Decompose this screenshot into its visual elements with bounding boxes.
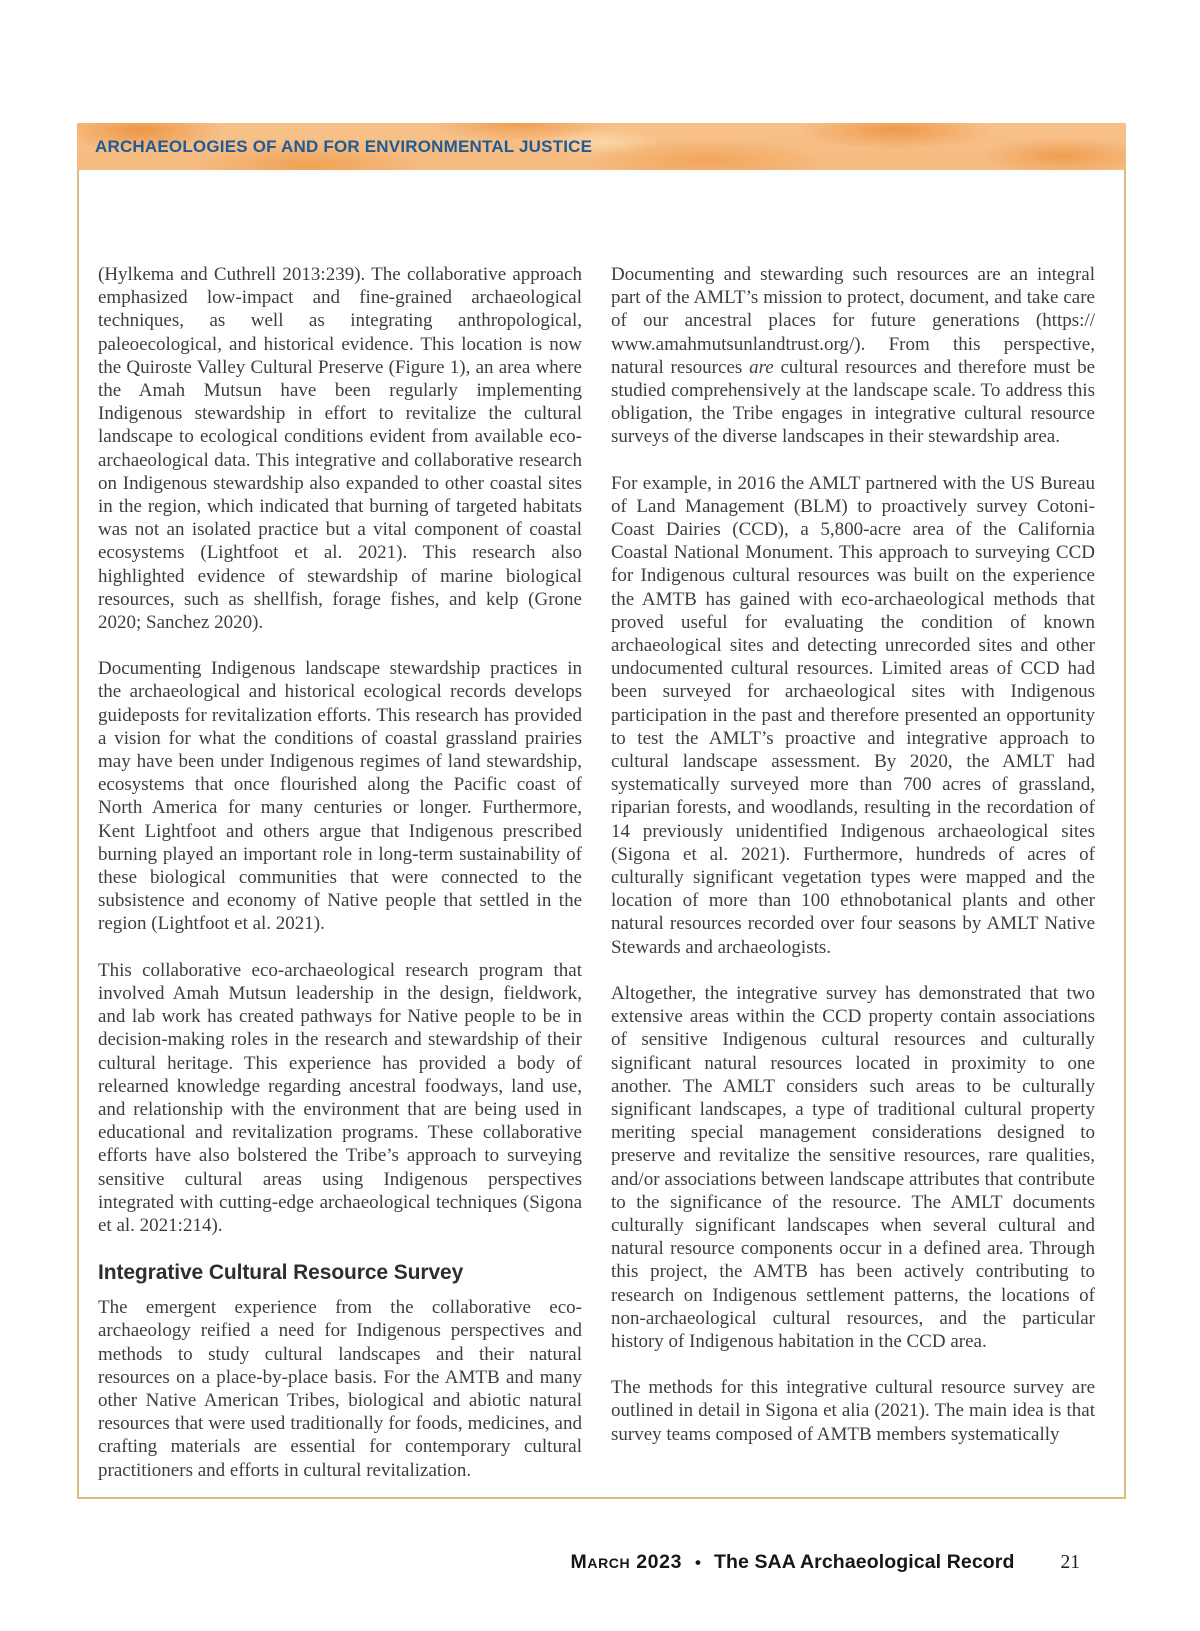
- text-run: The emergent experience from the collaborative eco-archaeology reified a need for Indigenous perspectives and methods to study cultural landscapes and their natural resources on a place-by-place basis. For the AMTB and many other Native American Tribes, biological and abiotic natural resources that were used traditionally for foods, medicines, and crafting materials are essential for contemporary cultural practitioners and efforts in cultural revitalization.: [98, 1297, 582, 1481]
- footer-issue-date: March 2023: [570, 1551, 683, 1573]
- text-column-left: [98, 263, 582, 1505]
- bullet-separator-icon: •: [695, 1553, 701, 1572]
- text-run: Altogether, the integrative survey has demonstrated that two extensive areas within the CCD property contain associations of sensitive Indigenous cultural resources and culturally significant natural resources located in proximity to one another. The AMLT considers such areas to be culturally significant landscapes, a type of traditional cultural property meriting special management considerations designed to preserve and revitalize the sensitive resources, rare qualities, and/or associations between landscape attributes that contribute to the significance of the resource. The AMLT documents culturally significant landscapes when several cultural and natural resource components occur in a defined area. Through this project, the AMTB has been actively contributing to research on Indigenous settlement patterns, the locations of non-archaeological cultural resources, and the particular history of Indigenous habitation in the CCD area.: [611, 982, 1095, 1352]
- body-paragraph: [611, 263, 1095, 449]
- body-paragraph: [98, 263, 582, 634]
- body-paragraph: [98, 959, 582, 1237]
- body-paragraph: [98, 1296, 582, 1482]
- text-run: Documenting Indigenous landscape stewardship practices in the archaeological and historical ecological records develops guideposts for revitalization efforts. This research has provided a vision for what the conditions of coastal grassland prairies may have been under Indigenous regimes of land stewardship, ecosystems that once flourished along the Pacific coast of North America for many centuries or longer. Furthermore, Kent Lightfoot and others argue that Indigenous prescribed burning played an important role in long-term sustainability of these biological communities that were connected to the subsistence and economy of Native people that settled in the region (Lightfoot et al. 2021).: [98, 658, 582, 935]
- section-banner: [77, 123, 1126, 170]
- text-run: www.amahmutsunlandtrust.org/). From this perspective, natural resources: [611, 333, 1095, 378]
- text-run: cultural resources and therefore must be studied comprehensively at the landscape scale. To address this obligation, the Tribe engages in integrative cultural resource surveys of the diverse landscapes in their stewardship area.: [611, 356, 1096, 448]
- page-number: 21: [1060, 1552, 1080, 1573]
- body-paragraph: [611, 1376, 1095, 1446]
- text-run: (Hylkema and Cuthrell 2013:239). The collaborative approach emphasized low-impact and fine-grained archaeological techniques, as well as integrating anthropological, paleoecological, and historical evidence. This location is now the Quiroste Valley Cultural Preserve (Figure 1), an area where the Amah Mutsun have been regularly implementing Indigenous stewardship in effort to revitalize the cultural landscape to ecological conditions evident from available eco-archaeological data. This integrative and collaborative research on Indigenous stewardship also expanded to other coastal sites in the region, which indicated that burning of targeted habitats was not an isolated practice but a vital component of coastal ecosystems (Lightfoot et al. 2021). This research also highlighted evidence of stewardship of marine biological resources, such as shellfish, forage fishes, and kelp (Grone 2020; Sanchez 2020).: [98, 264, 582, 634]
- footer-journal-title: The SAA Archaeological Record: [713, 1551, 1015, 1573]
- text-run: Documenting and stewarding such resources are an integral part of the AMLT’s mission to protect, document, and take care of our ancestral places for future generations (https://: [611, 264, 1095, 332]
- text-run: Integrative Cultural Resource Survey: [98, 1261, 464, 1285]
- section-banner-title: ARCHAEOLOGIES OF AND FOR ENVIRONMENTAL JUSTICE: [95, 137, 593, 156]
- text-run: For example, in 2016 the AMLT partnered with the US Bureau of Land Management (BLM) to proactively survey Cotoni-Coast Dairies (CCD), a 5,800-acre area of the California Coastal National Monument. This approach to surveying CCD for Indigenous cultural resources was built on the experience the AMTB has gained with eco-archaeological methods that proved useful for evaluating the condition of known archaeological sites and detecting unrecorded sites and other undocumented cultural resources. Limited areas of CCD had been surveyed for archaeological sites with Indigenous participation in the past and therefore presented an opportunity to test the AMLT’s proactive and integrative approach to cultural landscape assessment. By 2020, the AMLT had systematically surveyed more than 700 acres of grassland, riparian forests, and woodlands, resulting in the recordation of 14 previously unidentified Indigenous archaeological sites (Sigona et al. 2021). Furthermore, hundreds of acres of culturally significant vegetation types were mapped and the location of more than 100 ethnobotanical plants and other natural resources recorded over four seasons by AMLT Native Stewards and archaeologists.: [611, 472, 1095, 958]
- text-column-right: [611, 263, 1095, 1469]
- body-paragraph: [611, 982, 1095, 1353]
- body-paragraph: [98, 657, 582, 935]
- page-footer: [571, 1551, 1080, 1574]
- body-paragraph: [611, 472, 1095, 959]
- section-heading: [98, 1260, 582, 1285]
- text-run: This collaborative eco-archaeological research program that involved Amah Mutsun leadership in the design, fieldwork, and lab work has created pathways for Native people to be in decision-making roles in the research and stewardship of their cultural heritage. This experience has provided a body of relearned knowledge regarding ancestral foodways, land use, and relationship with the environment that are being used in educational and revitalization programs. These collaborative efforts have also bolstered the Tribe’s approach to surveying sensitive cultural areas using Indigenous perspectives integrated with cutting-edge archaeological techniques (Sigona et al. 2021:214).: [98, 959, 582, 1236]
- article-frame: [77, 123, 1126, 1499]
- text-run: The methods for this integrative cultural resource survey are outlined in detail in Sigona et alia (2021). The main idea is that survey teams composed of AMTB members systematically: [611, 1377, 1095, 1445]
- italic-text-run: are: [749, 356, 774, 378]
